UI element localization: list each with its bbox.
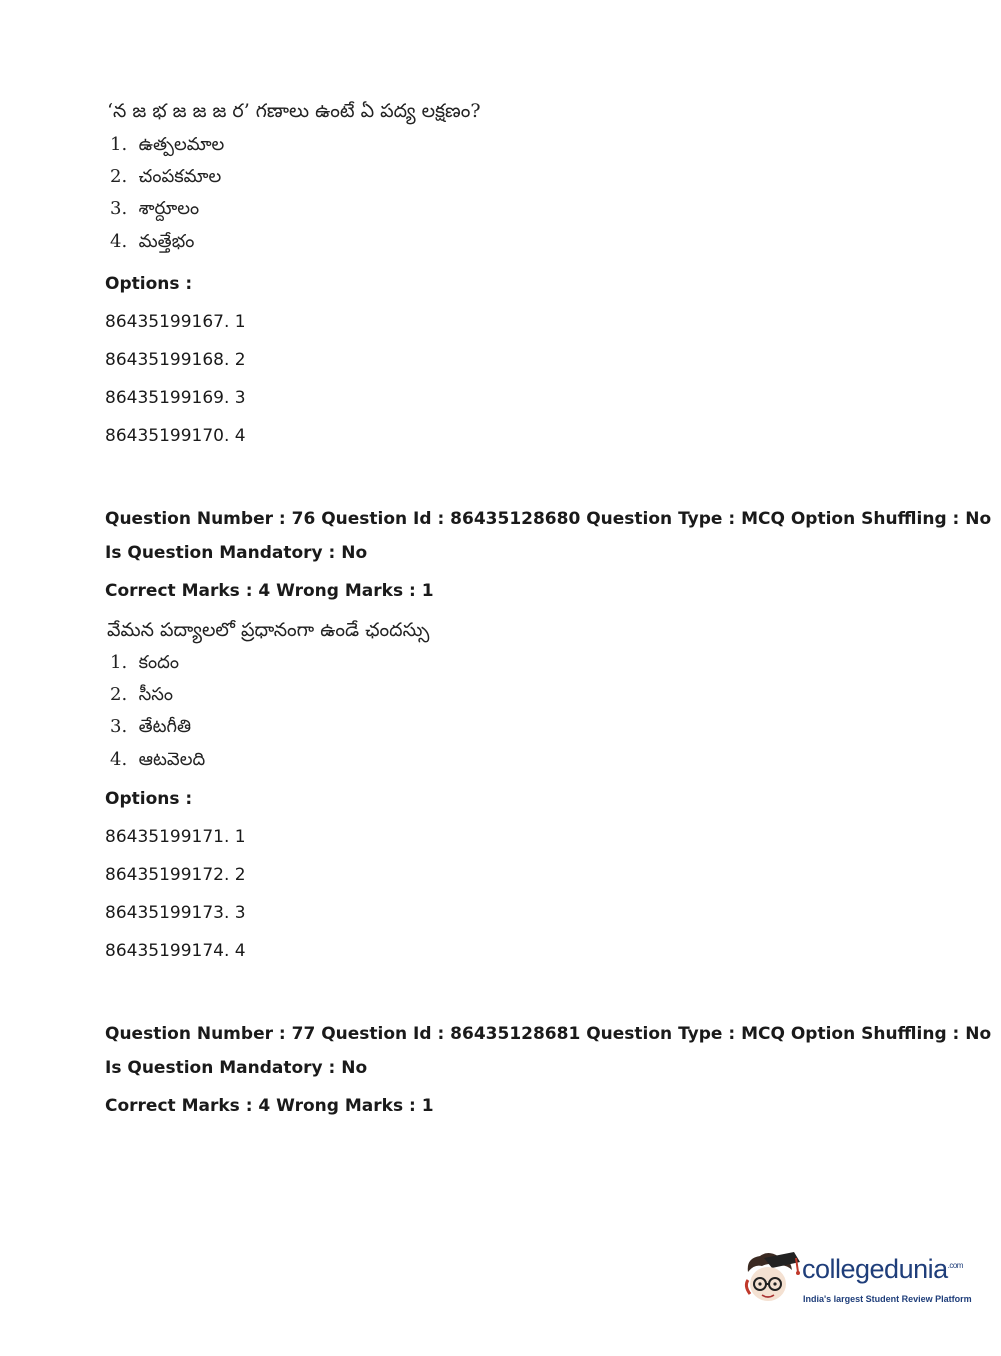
choice-item: 2. చంపకమాల <box>110 166 222 187</box>
question-77-mandatory: Is Question Mandatory : No <box>105 1058 368 1078</box>
option-id-line: 86435199172. 2 <box>105 865 246 885</box>
option-id-line: 86435199168. 2 <box>105 350 246 370</box>
question-76-marks: Correct Marks : 4 Wrong Marks : 1 <box>105 581 434 601</box>
option-id-line: 86435199174. 4 <box>105 941 246 961</box>
option-id-line: 86435199167. 1 <box>105 312 246 332</box>
logo-tagline: India's largest Student Review Platform <box>803 1294 972 1304</box>
question-75-text: ‘న జ భ జ జ జ ర’ గణాలు ఉంటే ఏ పద్య లక్షణం? <box>107 100 481 122</box>
choice-item: 4. మత్తేభం <box>110 231 195 252</box>
choice-item: 3. తేటగీతి <box>110 716 192 737</box>
choice-item: 2. సీసం <box>110 684 174 705</box>
options-heading: Options : <box>105 274 193 294</box>
choice-item: 1. కందం <box>110 652 179 673</box>
mascot-icon <box>742 1250 800 1312</box>
question-77-marks: Correct Marks : 4 Wrong Marks : 1 <box>105 1096 434 1116</box>
question-76-mandatory: Is Question Mandatory : No <box>105 543 368 563</box>
question-76-meta: Question Number : 76 Question Id : 86435128680 Question Type : MCQ Option Shuffling : No <box>105 509 992 529</box>
question-76-text: వేమన పద్యాలలో ప్రధానంగా ఉండే ఛందస్సు <box>107 619 430 641</box>
choice-item: 4. ఆటవెలది <box>110 749 206 770</box>
choice-item: 1. ఉత్పలమాల <box>110 134 225 155</box>
option-id-line: 86435199173. 3 <box>105 903 246 923</box>
collegedunia-logo <box>742 1250 972 1312</box>
option-id-line: 86435199171. 1 <box>105 827 246 847</box>
options-heading: Options : <box>105 789 193 809</box>
choice-item: 3. శార్దూలం <box>110 198 200 219</box>
option-id-line: 86435199170. 4 <box>105 426 246 446</box>
option-id-line: 86435199169. 3 <box>105 388 246 408</box>
question-77-meta: Question Number : 77 Question Id : 86435128681 Question Type : MCQ Option Shuffling : No <box>105 1024 992 1044</box>
logo-wordmark: collegedunia$^{.com}$ <box>802 1254 963 1284</box>
